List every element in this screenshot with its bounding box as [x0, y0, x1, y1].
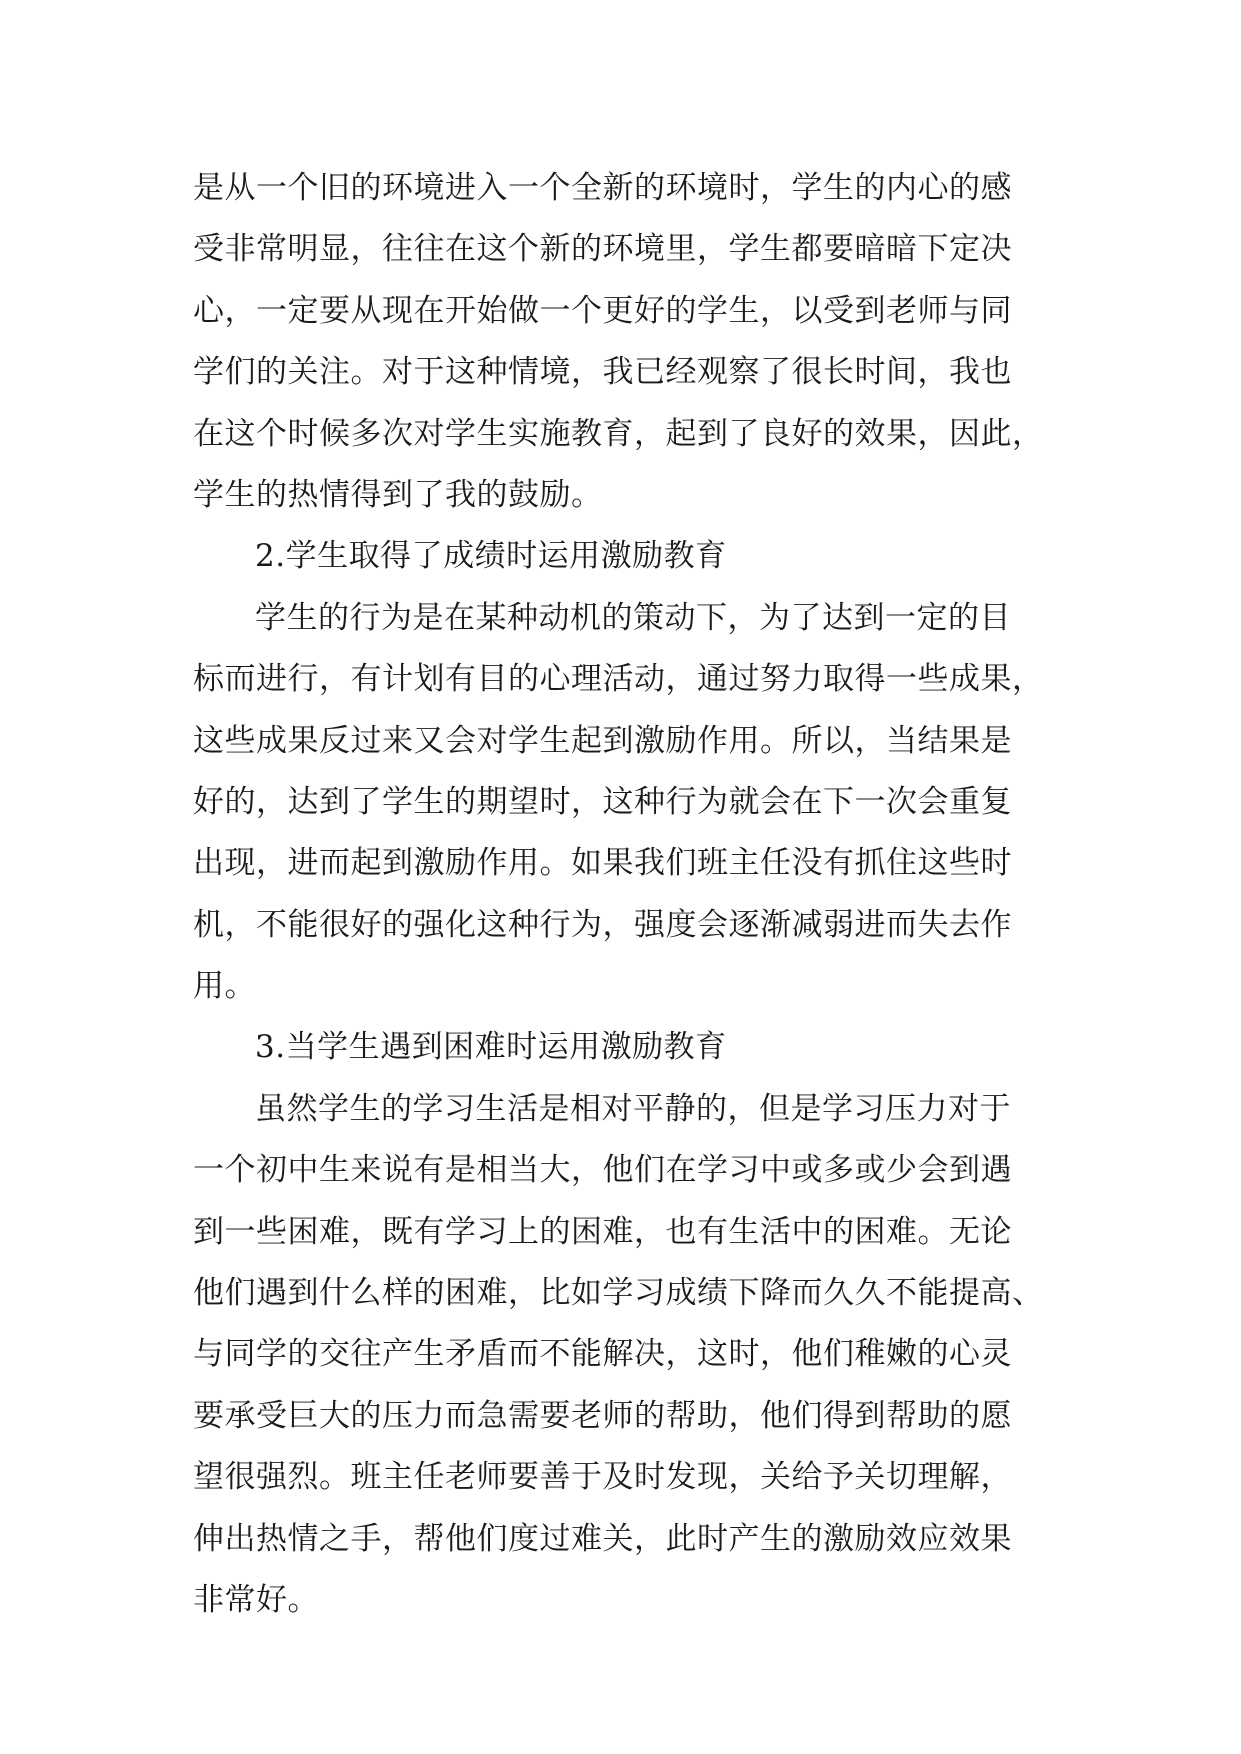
paragraph-line: 机，不能很好的强化这种行为，强度会逐渐减弱进而失去作 — [193, 906, 1012, 943]
paragraph-line: 到一些困难，既有学习上的困难，也有生活中的困难。无论 — [193, 1213, 1012, 1250]
paragraph-line: 一个初中生来说有是相当大，他们在学习中或多或少会到遇 — [193, 1152, 1012, 1189]
paragraph-line: 要承受巨大的压力而急需要老师的帮助，他们得到帮助的愿 — [193, 1397, 1012, 1434]
section-heading: 3.当学生遇到困难时运用激励教育 — [255, 1029, 727, 1066]
paragraph-line: 用。 — [193, 968, 256, 1005]
paragraph-line: 望很强烈。班主任老师要善于及时发现，关给予关切理解， — [193, 1459, 1012, 1496]
paragraph-line: 与同学的交往产生矛盾而不能解决，这时，他们稚嫩的心灵 — [193, 1336, 1012, 1373]
paragraph-line: 心，一定要从现在开始做一个更好的学生，以受到老师与同 — [193, 292, 1012, 329]
document-body — [193, 158, 1073, 1631]
paragraph-line: 出现，进而起到激励作用。如果我们班主任没有抓住这些时 — [193, 845, 1012, 882]
paragraph-line: 是从一个旧的环境进入一个全新的环境时，学生的内心的感 — [193, 170, 1012, 206]
paragraph-line: 好的，达到了学生的期望时，这种行为就会在下一次会重复 — [193, 783, 1012, 820]
paragraph-line: 学们的关注。对于这种情境，我已经观察了很长时间，我也 — [193, 354, 1012, 391]
paragraph-line: 学生的行为是在某种动机的策动下，为了达到一定的目 — [255, 599, 1011, 636]
paragraph-line: 虽然学生的学习生活是相对平静的，但是学习压力对于 — [255, 1090, 1011, 1127]
paragraph-line: 学生的热情得到了我的鼓励。 — [193, 476, 603, 513]
paragraph-line: 标而进行，有计划有目的心理活动，通过努力取得一些成果， — [193, 661, 1044, 698]
paragraph-line: 在这个时候多次对学生实施教育，起到了良好的效果，因此， — [193, 415, 1044, 452]
paragraph-line: 伸出热情之手，帮他们度过难关，此时产生的激励效应效果 — [193, 1520, 1012, 1557]
section-heading: 2.学生取得了成绩时运用激励教育 — [255, 538, 727, 575]
paragraph-line: 他们遇到什么样的困难，比如学习成绩下降而久久不能提高、 — [193, 1275, 1044, 1312]
paragraph-line: 这些成果反过来又会对学生起到激励作用。所以，当结果是 — [193, 722, 1012, 759]
paragraph-line: 受非常明显，往往在这个新的环境里，学生都要暗暗下定决 — [193, 231, 1012, 268]
paragraph-line: 非常好。 — [193, 1581, 319, 1618]
